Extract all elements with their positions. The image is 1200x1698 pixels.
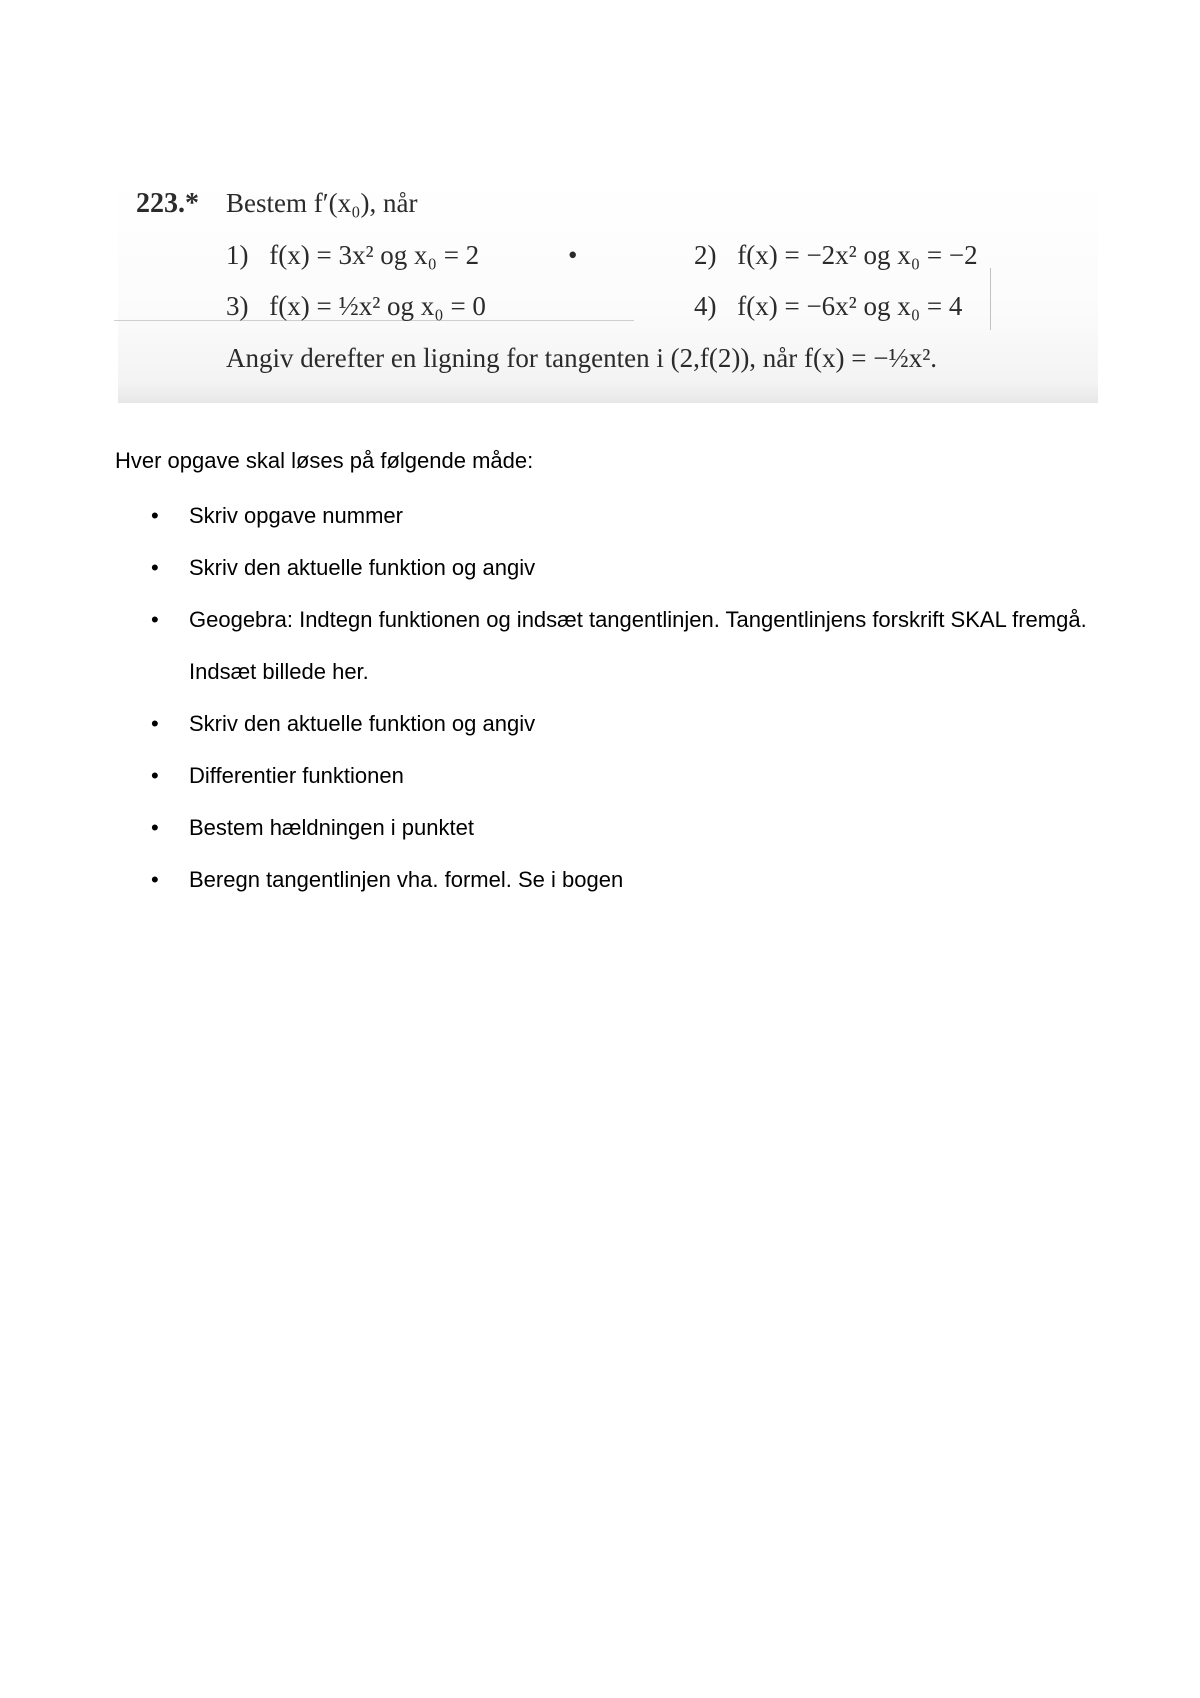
list-item [0, 750, 1089, 802]
list-item-text: Skriv opgave nummer [189, 503, 403, 528]
item-label: 4) [694, 291, 717, 321]
list-item [0, 594, 1089, 698]
scan-edge-shadow [118, 383, 1098, 403]
list-item-text: Skriv den aktuelle funktion og angiv [189, 555, 536, 580]
stray-mark: • [568, 240, 578, 270]
item-label: 3) [226, 291, 249, 321]
problem-item-1 [226, 240, 479, 271]
list-item-text: Geogebra: Indtegn funktionen og indsæt tangentlinjen. Tangentlinjens forskrift SKAL fremgå. Indsæt billede her. [189, 607, 1087, 684]
list-item [0, 698, 1089, 750]
list-item [0, 490, 1089, 542]
list-item [0, 854, 1089, 906]
bullet-icon: • [151, 867, 159, 892]
list-item-text: Bestem hældningen i punktet [189, 815, 474, 840]
item-label: 1) [226, 240, 249, 270]
instructions-list [0, 490, 1200, 906]
problem-number: 223.* [136, 188, 199, 219]
problem-item-4 [694, 291, 962, 322]
list-item [0, 802, 1089, 854]
list-item-text: Beregn tangentlinjen vha. formel. Se i bogen [189, 867, 624, 892]
problem-item-3 [226, 291, 486, 322]
scanned-problem-image [118, 178, 1098, 403]
bullet-icon: • [151, 607, 159, 632]
bullet-icon: • [151, 815, 159, 840]
bullet-icon: • [151, 503, 159, 528]
bullet-icon: • [151, 711, 159, 736]
list-item [0, 542, 1089, 594]
problem-intro: Bestem f′(x₀), når [226, 188, 418, 218]
problem-item-2 [694, 240, 978, 271]
item-expression: f(x) = ½x² og x₀ = 0 [269, 291, 486, 321]
instructions-intro: Hver opgave skal løses på følgende måde: [115, 448, 534, 473]
bullet-icon: • [151, 763, 159, 788]
list-item-text: Skriv den aktuelle funktion og angiv [189, 711, 536, 736]
item-expression: f(x) = 3x² og x₀ = 2 [269, 240, 480, 270]
item-expression: f(x) = −2x² og x₀ = −2 [737, 240, 978, 270]
scan-rule-vertical [990, 268, 991, 330]
item-label: 2) [694, 240, 717, 270]
problem-final-instruction: Angiv derefter en ligning for tangenten i (2,f(2)), når f(x) = −½x². [226, 343, 938, 373]
item-expression: f(x) = −6x² og x₀ = 4 [737, 291, 963, 321]
list-item-text: Differentier funktionen [189, 763, 404, 788]
bullet-icon: • [151, 555, 159, 580]
